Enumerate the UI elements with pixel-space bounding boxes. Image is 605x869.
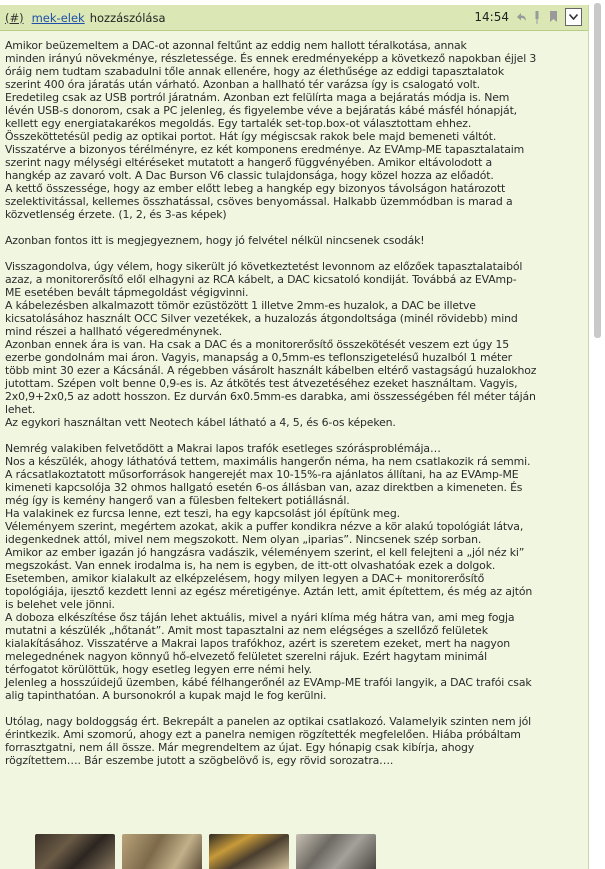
paragraph-1: Amikor beüzemeltem a DAC-ot azonnal feltűnt az eddig nem hallott téralkotása, annak minden irányú növekménye, részletessége. És ennek eredményeképp a következő napokban éjjel 3 óráig nem tudtam szabadulni tőle annak ellenére, hogy az élethűsége az eddigi tapasztalatok szerint 400 óra járatás után várható. Azonban a hallható tér varázsa így is csalogató volt. Eredetileg csak az USB portról járatnám. Azonban ezt felülírta maga a bejáratás módja is. Nem lévén USB-s donorom, csak a PC jelenleg, és figyelembe véve a bejáratás kábé másfél hónapját, kellett egy energiatakarékos megoldás. Egy tartalék set-top.box-ot választottam ehhez. Összeköttetésül pedig az optikai portot. Hát így mégiscsak rakok bele majd bemeneti váltót. Visszatérve a bizonyos térélményre, ez két komponens eredménye. Az EVAmp-ME tapasztalataim szerint nagy mélységi eltéréseket mutatott a hangerő függvényében. Amikor eltávolodott a hangkép az zavaró volt. A Dac Burson V6 classic tulajdonsága, hogy közel hozza az előadót. A kettő összessége, hogy az ember előtt lebeg a hangkép egy bizonyos távolságon határozott szelektivitással, kellemes összhatással, csöves benyomással. Halkabb üzemmódban is marad a közvetlenség érzete. (1, 2, és 3-as képek) bbox=[5, 39, 537, 221]
thumbnail-image[interactable] bbox=[209, 834, 289, 869]
comment-header bbox=[0, 5, 588, 31]
chevron-down-icon bbox=[569, 14, 578, 20]
permalink-hash[interactable]: (#) bbox=[5, 10, 24, 25]
pin-icon[interactable] bbox=[531, 10, 543, 24]
menu-dropdown-button[interactable] bbox=[565, 8, 582, 26]
paragraph-3: Visszagondolva, úgy vélem, hogy sikerült jó következtetést levonnom az előzőek tapasztalataiból azaz, a monitorerősítő elől elhagyni az RCA kábelt, a DAC kicsatoló kondiját. Továbbá az EVAmp- ME esetében bevált tápmegoldást végigvinni. A kábelezésben alkalmazott tömör ezüstözött 1 illetve 2mm-es huzalok, a DAC be illetve kicsatolásához használt OCC Silver vezetékek, a huzalozás átgondoltsága (minél rövidebb) mind mind részei a hallható végeredménynek. Azonban ennek ára is van. Ha csak a DAC és a monitorerősítő összekötését veszem ezt úgy 15 ezerbe gondolnám mai áron. Vagyis, manapság a 0,5mm-es teflonszigetelésű huzalból 1 méter több mint 30 ezer a Kácsánál. A régebben vásárolt használt kábelben eltérő vastagságú huzalokhoz jutottam. Szépen volt benne 0,9-es is. Az átkötés test átvezetéséhez ezeket használtam. Vagyis, 2x0,9+2x0,5 az adott hosszon. Ez durván 6x0.5mm-es darabka, ami összességében fél méter táján lehet. Az egykori használtan vett Neotech kábel látható a 4, 5, és 6-os képeken. bbox=[5, 260, 537, 429]
action-text: hozzászólása bbox=[89, 10, 166, 25]
thumbnail-image[interactable] bbox=[122, 834, 202, 869]
comment-post bbox=[0, 5, 589, 869]
paragraph-4: Nemrég valakiben felvetődött a Makrai lapos trafók esetleges szórásproblémája… Nos a készülék, ahogy láthatóvá tettem, maximális hangerőn néma, ha nem csatlakozik rá semmi. A rácsatlakoztatott műsorforrások hangerejét max 10-15%-ra ajánlatos állítani, ha az EVAmp-ME kimeneti kapcsolója 32 ohmos hallgató esetén 6-os állásban van, azaz direktben a kimeneten. És még így is kemény hangerő van a fülesben feltekert potiállásnál. Ha valakinek ez furcsa lenne, ezt teszi, ha egy kapcsolást jól építünk meg. Véleményem szerint, megértem azokat, akik a puffer kondikra nézve a kör alakú topológiát látva, idegenkednek attól, mivel nem megszokott. Nem olyan „iparias”. Nincsenek szép sorban. Amikor az ember igazán jó hangzásra vadászik, véleményem szerint, el kell felejteni a „jól néz ki” megszokást. Van ennek irodalma is, ha nem is egyben, de itt-ott olvashatóak ezek a dolgok. Esetemben, amikor kialakult az elképzelésem, hogy milyen legyen a DAC+ monitorerősítő topológiája, ijesztő kezdett lenni az egész méretigénye. Aztán lett, amit építettem, és még az ajtón is belehet vele jönni. A doboza elkészítése ősz táján lehet aktuális, mivel a nyári klíma még hátra van, ami meg fogja mutatni a készülék „hőtanát”. Amit most tapasztalni az nem elégséges a szellőző felületek kialakításához. Visszatérve a Makrai lapos trafókhoz, azért is szeretem ezeket, mert ha nagyon melegednének nagyon könnyű hő-elvezető felületet szerelni rájuk. Ezért hagytam minimál térfogatot körülöttük, hogy esetleg legyen erre némi hely. Jelenleg a hosszúidejű üzemben, kábé félhangerőnél az EVAmp-ME trafói langyik, a DAC trafói csak alig tapinthatóan. A bursonokról a kupak majd le fog kerülni. bbox=[5, 442, 533, 702]
paragraph-5: Utólag, nagy boldoggság ért. Bekrepált a panelen az optikai csatlakozó. Valamelyik szinten nem jól érintkezik. Ami szomorú, ahogy ezt a panelra nemigen rögzítették megfelelően. Hiába próbáltam forrasztgatni, nem áll össze. Már megrendeltem az újat. Egy hónapig csak kibírja, ahogy rögzítettem…. Bár eszembe jutott a szögbelövő is, egy rövid sorozatra…. bbox=[5, 715, 532, 767]
post-time: 14:54 bbox=[474, 10, 509, 24]
author-link[interactable]: mek-elek bbox=[31, 10, 85, 25]
scrollbar-thumb[interactable] bbox=[594, 3, 601, 338]
bookmark-icon[interactable] bbox=[547, 10, 559, 24]
thumbnail-image[interactable] bbox=[296, 834, 376, 869]
image-gallery bbox=[35, 834, 376, 869]
header-actions bbox=[474, 8, 582, 26]
thumbnail-image[interactable] bbox=[35, 834, 115, 869]
comment-body bbox=[5, 39, 551, 767]
reply-icon[interactable] bbox=[515, 10, 527, 24]
paragraph-2: Azonban fontos itt is megjegyeznem, hogy jó felvétel nélkül nincsenek csodák! bbox=[5, 234, 425, 247]
